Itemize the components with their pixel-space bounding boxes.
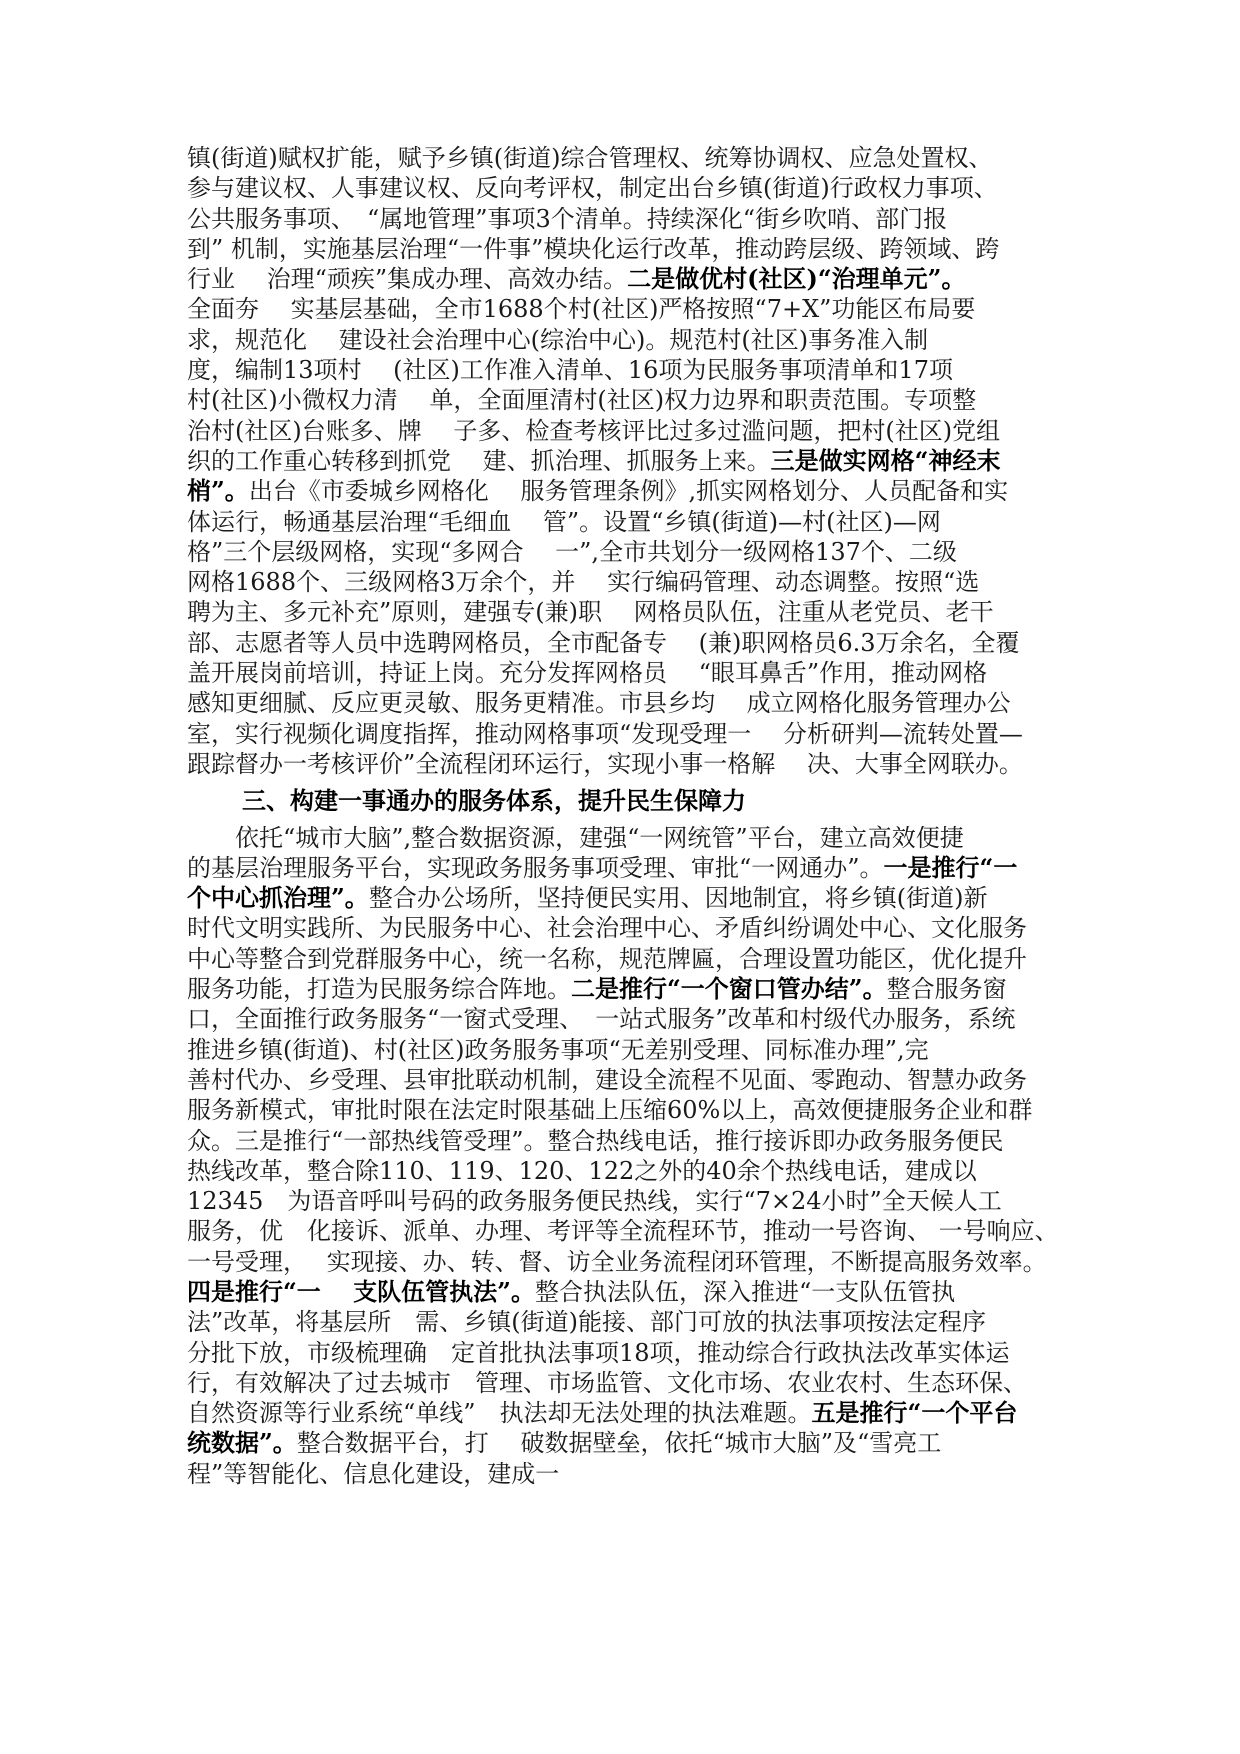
text-run: 行，有效解决了过去城市 管理、市场监管、文化市场、农业农村、生态环保、	[187, 1368, 1027, 1397]
text-line	[187, 688, 1067, 718]
text-line	[187, 1398, 1067, 1428]
text-run: 治村(社区)台账多、牌 子多、检查考核评比过多过滥问题，把村(社区)党组	[187, 416, 1001, 445]
text-run: 网格1688个、三级网格3万余个，并 实行编码管理、动态调整。按照“选	[187, 568, 980, 597]
bold-run: 梢”。	[187, 476, 249, 506]
bold-run: 三是做实网格“神经末	[770, 445, 1001, 475]
text-run: 感知更细腻、反应更灵敏、服务更精准。市县乡均 成立网格化服务管理办公	[187, 689, 1011, 718]
text-line	[187, 1428, 1067, 1458]
text-line	[187, 355, 1067, 385]
text-line	[187, 385, 1067, 415]
text-line	[187, 476, 1067, 506]
bold-run: 五是推行“一个平台	[811, 1398, 1018, 1428]
text-run: 镇(街道)赋权扩能，赋予乡镇(街道)综合管理权、统筹协调权、应急处置权、	[187, 144, 993, 172]
text-line	[187, 1338, 1067, 1368]
text-run: 到” 机制，实施基层治理“一件事”模块化运行改革，推动跨层级、跨领域、跨	[187, 234, 1000, 263]
text-line	[187, 143, 1067, 173]
text-line	[187, 294, 1067, 324]
text-run: 村(社区)小微权力清 单，全面厘清村(社区)权力边界和职责范围。专项整	[187, 386, 977, 415]
text-run: 整合服务窗	[886, 975, 1007, 1004]
text-run: 分批下放，市级梳理确 定首批执法事项18项，推动综合行政执法改革实体运	[187, 1338, 1010, 1367]
text-line	[187, 173, 1067, 203]
text-run: 全面夯 实基层基础，全市1688个村(社区)严格按照“7+X”功能区布局要	[187, 295, 976, 324]
text-line	[187, 1216, 1067, 1246]
text-run: 行业 治理“顽疾”集成办理、高效办结。	[187, 265, 628, 294]
document-page	[187, 143, 1067, 1489]
text-line	[187, 1247, 1067, 1277]
text-run: 众。三是推行“一部热线管受理”。整合热线电话，推行接诉即办政务服务便民	[187, 1126, 1004, 1155]
text-line	[187, 944, 1067, 974]
text-run: 程”等智能化、信息化建设，建成一	[187, 1459, 560, 1488]
text-run: 依托“城市大脑”,整合数据资源，建强“一网统管”平台，建立高效便捷	[235, 823, 964, 852]
text-run: 自然资源等行业系统“单线” 执法却无法处理的执法难题。	[187, 1399, 812, 1428]
text-run: 整合执法队伍，深入推进“一支队伍管执	[534, 1277, 956, 1306]
text-run: 12345 为语音呼叫号码的政务服务便民热线，实行“7×24小时”全天候人工	[187, 1187, 1002, 1216]
text-line	[187, 1126, 1067, 1156]
paragraph-one-stop-service	[187, 823, 1067, 1490]
text-line	[187, 913, 1067, 943]
text-run: 中心等整合到党群服务中心，统一名称，规范牌匾，合理设置功能区，优化提升	[187, 944, 1027, 973]
text-line	[187, 1459, 1067, 1489]
text-line	[187, 974, 1067, 1004]
text-line	[187, 853, 1067, 883]
text-run: 推进乡镇(街道)、村(社区)政务服务事项“无差别受理、同标准办理”,完	[187, 1035, 929, 1064]
text-run: 善村代办、乡受理、县审批联动机制，建设全流程不见面、零跑动、智慧办政务	[187, 1065, 1027, 1094]
text-run: 参与建议权、人事建议权、反向考评权，制定出台乡镇(街道)行政权力事项、	[187, 174, 998, 203]
paragraph-grid-governance	[187, 143, 1067, 779]
text-line	[187, 719, 1067, 749]
text-run: 公共服务事项、 “属地管理”事项3个清单。持续深化“街乡吹哨、部门报	[187, 204, 948, 233]
text-run: 织的工作重心转移到抓党 建、抓治理、抓服务上来。	[187, 446, 771, 475]
text-line	[187, 1156, 1067, 1186]
text-run: 体运行，畅通基层治理“毛细血 管”。设置“乡镇(街道)—村(社区)—网	[187, 507, 941, 536]
text-run: 口，全面推行政务服务“一窗式受理、 一站式服务”改革和村级代办服务，系统	[187, 1005, 1016, 1034]
text-run: 一号受理， 实现接、办、转、督、访全业务流程闭环管理，不断提高服务效率。	[187, 1247, 1047, 1276]
text-line	[187, 883, 1067, 913]
text-line	[187, 264, 1067, 294]
text-line	[187, 1095, 1067, 1125]
bold-run: 二是做优村(社区)“治理单元”。	[627, 264, 966, 294]
text-run: 服务，优 化接诉、派单、办理、考评等全流程环节，推动一号咨询、 一号响应、	[187, 1217, 1059, 1246]
section-heading: 三、构建一事通办的服务体系，提升民生保障力	[242, 786, 746, 816]
text-line	[187, 1004, 1067, 1034]
text-line	[187, 1065, 1067, 1095]
text-run: 的基层治理服务平台，实现政务服务事项受理、审批“一网通办”。	[187, 853, 884, 882]
text-line	[187, 234, 1067, 264]
text-run: 求，规范化 建设社会治理中心(综治中心)。规范村(社区)事务准入制	[187, 325, 929, 354]
text-line	[187, 204, 1067, 234]
text-run: 聘为主、多元补充”原则，建强专(兼)职 网格员队伍，注重从老党员、老干	[187, 598, 994, 627]
text-line	[187, 567, 1067, 597]
text-line	[187, 597, 1067, 627]
text-line	[187, 507, 1067, 537]
bold-run: 一是推行“一	[883, 852, 1018, 882]
text-run: 室，实行视频化调度指挥，推动网格事项“发现受理一 分析研判—流转处置—	[187, 719, 1023, 748]
text-line	[187, 1307, 1067, 1337]
text-run: 出台《市委城乡网格化 服务管理条例》,抓实网格划分、人员配备和实	[248, 477, 1009, 506]
text-run: 跟踪督办一考核评价”全流程闭环运行，实现小事一格解 决、大事全网联办。	[187, 749, 1023, 778]
text-line	[187, 1186, 1067, 1216]
text-run: 部、志愿者等人员中选聘网格员，全市配备专 (兼)职网格员6.3万余名，全覆	[187, 628, 1020, 657]
text-line	[187, 325, 1067, 355]
text-line	[187, 823, 1067, 853]
text-line	[187, 1035, 1067, 1065]
text-line	[187, 446, 1067, 476]
text-run: 热线改革，整合除110、119、120、122之外的40余个热线电话，建成以	[187, 1156, 977, 1185]
text-line	[187, 1368, 1067, 1398]
text-line	[187, 1277, 1067, 1307]
bold-run: 个中心抓治理”。	[187, 883, 369, 913]
text-line	[187, 658, 1067, 688]
text-run: 法”改革，将基层所 需、乡镇(街道)能接、部门可放的执法事项按法定程序	[187, 1308, 986, 1337]
text-run: 整合数据平台，打 破数据壁垒，依托“城市大脑”及“雪亮工	[296, 1429, 942, 1458]
text-line	[187, 416, 1067, 446]
text-line	[187, 537, 1067, 567]
text-run: 盖开展岗前培训，持证上岗。充分发挥网格员 “眼耳鼻舌”作用，推动网格	[187, 659, 988, 688]
text-run: 度，编制13项村 (社区)工作准入清单、16项为民服务事项清单和17项	[187, 356, 953, 385]
text-line	[187, 628, 1067, 658]
text-run: 格”三个层级网格，实现“多网合 一”,全市共划分一级网格137个、二级	[187, 537, 957, 566]
text-run: 服务功能，打造为民服务综合阵地。	[187, 975, 571, 1004]
text-line	[187, 749, 1067, 779]
bold-run: 四是推行“一 支队伍管执法”。	[187, 1276, 535, 1306]
bold-run: 二是推行“一个窗口管办结”。	[571, 974, 887, 1004]
bold-run: 统数据”。	[187, 1428, 297, 1458]
text-run: 服务新模式，审批时限在法定时限基础上压缩60%以上，高效便捷服务企业和群	[187, 1096, 1033, 1125]
text-run: 整合办公场所，坚持便民实用、因地制宜，将乡镇(街道)新	[368, 884, 988, 913]
text-run: 时代文明实践所、为民服务中心、社会治理中心、矛盾纠纷调处中心、文化服务	[187, 914, 1027, 943]
